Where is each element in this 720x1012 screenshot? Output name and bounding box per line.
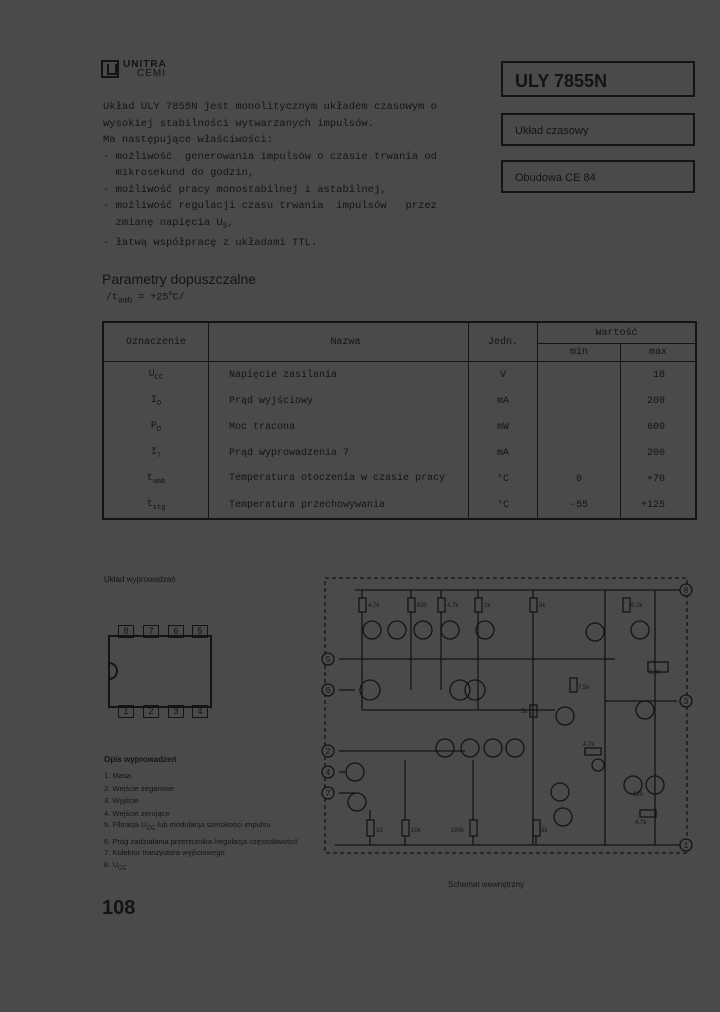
col-value: Wartość <box>538 322 697 344</box>
resistor-label: 1k <box>484 603 491 609</box>
pin-top: 7 <box>143 625 159 638</box>
table-row <box>103 362 696 389</box>
resistor-label: 220 <box>633 792 644 798</box>
brand-name: UNITRA <box>123 59 167 70</box>
table-row <box>103 466 696 492</box>
part-number-box: ULY 7855N <box>501 61 695 97</box>
resistor-label: 5k <box>539 603 546 609</box>
intro-text <box>103 99 483 252</box>
row-unit: mW <box>469 414 538 440</box>
pin-legend <box>104 770 304 875</box>
resistor-label: 5k <box>521 709 528 715</box>
resistor-label: 4,7k <box>635 820 647 826</box>
resistor-label: 7,5k <box>578 685 590 691</box>
unitra-logo-icon <box>101 60 119 78</box>
row-min <box>538 388 621 414</box>
row-min <box>538 414 621 440</box>
row-symbol: $t_{stg}$ <box>103 492 209 519</box>
chip-outline-icon <box>106 625 215 717</box>
intro-line: Układ ULY 7855N jest monolitycznym układem czasowym o <box>103 101 437 113</box>
row-max: 200 <box>621 388 697 414</box>
row-name: Temperatura przechowywania <box>209 492 469 519</box>
col-name: Nazwa <box>209 322 469 362</box>
params-title: Parametry dopuszczalne <box>102 271 257 287</box>
row-unit: °C <box>469 466 538 492</box>
schematic-pin-label: 1 <box>683 841 689 850</box>
pin-bottom: 4 <box>192 705 208 718</box>
legend-item: 6. Próg zadziałania przerzutnika /regulacja częstotliwości/ <box>104 836 298 846</box>
schematic-pin-label: 7 <box>325 789 331 798</box>
params-table <box>102 321 697 520</box>
row-symbol: $t_{amb}$ <box>103 466 209 492</box>
col-symbol: Oznaczenie <box>103 322 209 362</box>
page-number: 108 <box>102 897 136 919</box>
row-max: 600 <box>621 414 697 440</box>
pin-top: 6 <box>168 625 184 638</box>
schematic-pin-label: 5 <box>325 655 331 664</box>
legend-item: 2. Wejście zegarowe <box>104 783 174 793</box>
schematic-pin-label: 2 <box>325 747 331 756</box>
row-unit: mA <box>469 388 538 414</box>
chip-package <box>106 625 215 717</box>
legend-item: 7. Kolektor tranzystora wyjściowego <box>104 847 225 857</box>
schematic-pin-label: 8 <box>683 586 689 595</box>
intro-line: Ma następujące właściwości: <box>103 134 274 146</box>
row-min <box>538 440 621 466</box>
intro-line: wysokiej stabilności wytwarzanych impulsów. <box>103 117 374 130</box>
resistor-label: 10k <box>411 828 421 834</box>
pin-bottom: 3 <box>168 705 184 718</box>
resistor-label: 4,7k <box>583 742 595 748</box>
row-min <box>538 362 621 389</box>
row-symbol: $U_{CC}$ <box>103 362 209 389</box>
row-min: 0 <box>538 466 621 492</box>
type-box: Układ czasowy <box>501 113 695 146</box>
intro-line: zmianę napięcia $U_5$, <box>103 216 234 231</box>
resistor-label: 100k <box>451 828 465 834</box>
params-subtitle: $/t_{amb} = +25^oC/$ <box>106 290 185 306</box>
row-symbol: $I_7$ <box>103 440 209 466</box>
schematic-pin-label: 3 <box>683 697 689 706</box>
row-max: +125 <box>621 492 697 519</box>
intro-line: mikrosekund do godzin, <box>103 167 255 179</box>
package-box: Obudowa CE 84 <box>501 160 695 193</box>
legend-item: 8. $U_{CC}$ <box>104 860 127 872</box>
pin-bottom: 1 <box>118 705 134 718</box>
legend-item: 1. Masa <box>104 771 132 780</box>
row-name: Prąd wyjściowy <box>209 388 469 414</box>
resistor-label: 4,7k <box>368 603 380 609</box>
legend-item: 5. Filtracja $U_{CC}$ lub modulacja szerokości impulsu <box>104 820 271 832</box>
row-name: Napięcie zasilania <box>209 362 469 389</box>
row-name: Temperatura otoczenia w czasie pracy <box>209 466 469 492</box>
schematic-caption: Schemat wewnętrzny <box>448 880 525 889</box>
row-min: -55 <box>538 492 621 519</box>
legend-item: 4. Wejście zerujące <box>104 808 170 818</box>
table-row <box>103 414 696 440</box>
intro-line: - możliwość pracy monostabilnej i astabilnej, <box>103 183 387 196</box>
row-unit: mA <box>469 440 538 466</box>
resistor-label: 4,7k <box>447 603 459 609</box>
intro-line: - łatwą współpracę z układami TTL. <box>103 237 318 250</box>
resistor-label: 830 <box>417 603 428 609</box>
pin-top: 5 <box>192 625 208 638</box>
row-name: Prąd wyprowadzenia 7 <box>209 440 469 466</box>
table-row <box>103 492 696 519</box>
internal-schematic <box>315 570 695 870</box>
col-min: min <box>538 344 621 362</box>
brand-sub: CEMI <box>137 68 166 79</box>
resistor-label: 3,9k <box>649 670 661 676</box>
row-max: 18 <box>621 362 697 389</box>
legend-item: 3. Wyjście <box>104 796 139 805</box>
pin-bottom: 2 <box>143 705 159 718</box>
pin-legend-title: Opis wyprowadzeń <box>104 755 177 764</box>
table-row <box>103 388 696 414</box>
resistor-label: 5k <box>541 828 548 834</box>
pin-top: 8 <box>118 625 134 638</box>
pinout-label: Układ wyprowadzeń <box>104 575 176 584</box>
row-symbol: $I_O$ <box>103 388 209 414</box>
row-symbol: $P_D$ <box>103 414 209 440</box>
table-row <box>103 440 696 466</box>
row-unit: °C <box>469 492 538 519</box>
brand-logo <box>101 60 167 78</box>
schematic-pin-label: 4 <box>325 768 331 777</box>
row-max: +70 <box>621 466 697 492</box>
resistor-label: 10 <box>376 828 383 834</box>
resistor-label: 6,2k <box>631 603 643 609</box>
row-unit: V <box>469 362 538 389</box>
intro-line: - możliwość regulacji czasu trwania impulsów przez <box>103 200 437 212</box>
row-max: 200 <box>621 440 697 466</box>
col-max: max <box>621 344 697 362</box>
row-name: Moc tracona <box>209 414 469 440</box>
intro-line: - możliwość generowania impulsów o czasie trwania od <box>103 150 437 163</box>
col-unit: Jedn. <box>469 322 538 362</box>
schematic-pin-label: 6 <box>325 686 331 695</box>
